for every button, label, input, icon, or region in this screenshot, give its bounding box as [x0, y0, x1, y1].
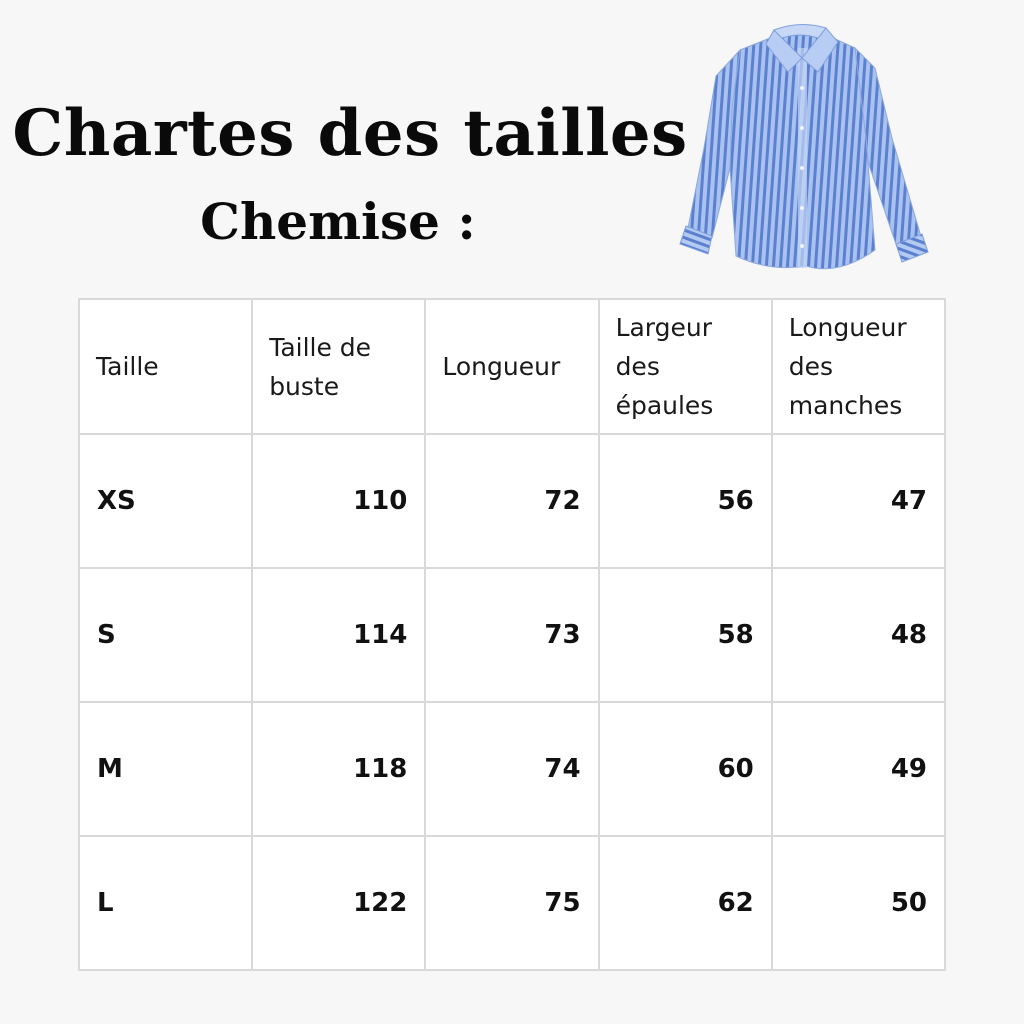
sleeve-length-value: 47 [772, 434, 945, 568]
sleeve-length-value: 50 [772, 836, 945, 970]
size-chart-table [78, 298, 946, 971]
table-row [79, 836, 945, 970]
bust-value: 110 [252, 434, 425, 568]
length-value: 72 [425, 434, 598, 568]
size-label: S [79, 568, 252, 702]
column-header-taille-de-buste: Taille de buste [252, 299, 425, 434]
length-value: 73 [425, 568, 598, 702]
sleeve-length-value: 48 [772, 568, 945, 702]
column-header-longueur: Longueur [425, 299, 598, 434]
table-row [79, 568, 945, 702]
size-label: XS [79, 434, 252, 568]
column-header-largeur-des-epaules: Largeur des épaules [599, 299, 772, 434]
striped-shirt-icon [670, 18, 932, 274]
shoulder-width-value: 62 [599, 836, 772, 970]
shoulder-width-value: 58 [599, 568, 772, 702]
bust-value: 122 [252, 836, 425, 970]
shoulder-width-value: 56 [599, 434, 772, 568]
size-label: M [79, 702, 252, 836]
size-label: L [79, 836, 252, 970]
table-header-row [79, 299, 945, 434]
page-title: Chartes des tailles [12, 96, 688, 171]
table-row [79, 702, 945, 836]
shoulder-width-value: 60 [599, 702, 772, 836]
bust-value: 118 [252, 702, 425, 836]
length-value: 75 [425, 836, 598, 970]
length-value: 74 [425, 702, 598, 836]
bust-value: 114 [252, 568, 425, 702]
column-header-taille: Taille [79, 299, 252, 434]
column-header-longueur-des-manches: Longueur des manches [772, 299, 945, 434]
sleeve-length-value: 49 [772, 702, 945, 836]
table-row [79, 434, 945, 568]
page-subtitle: Chemise : [200, 192, 476, 251]
